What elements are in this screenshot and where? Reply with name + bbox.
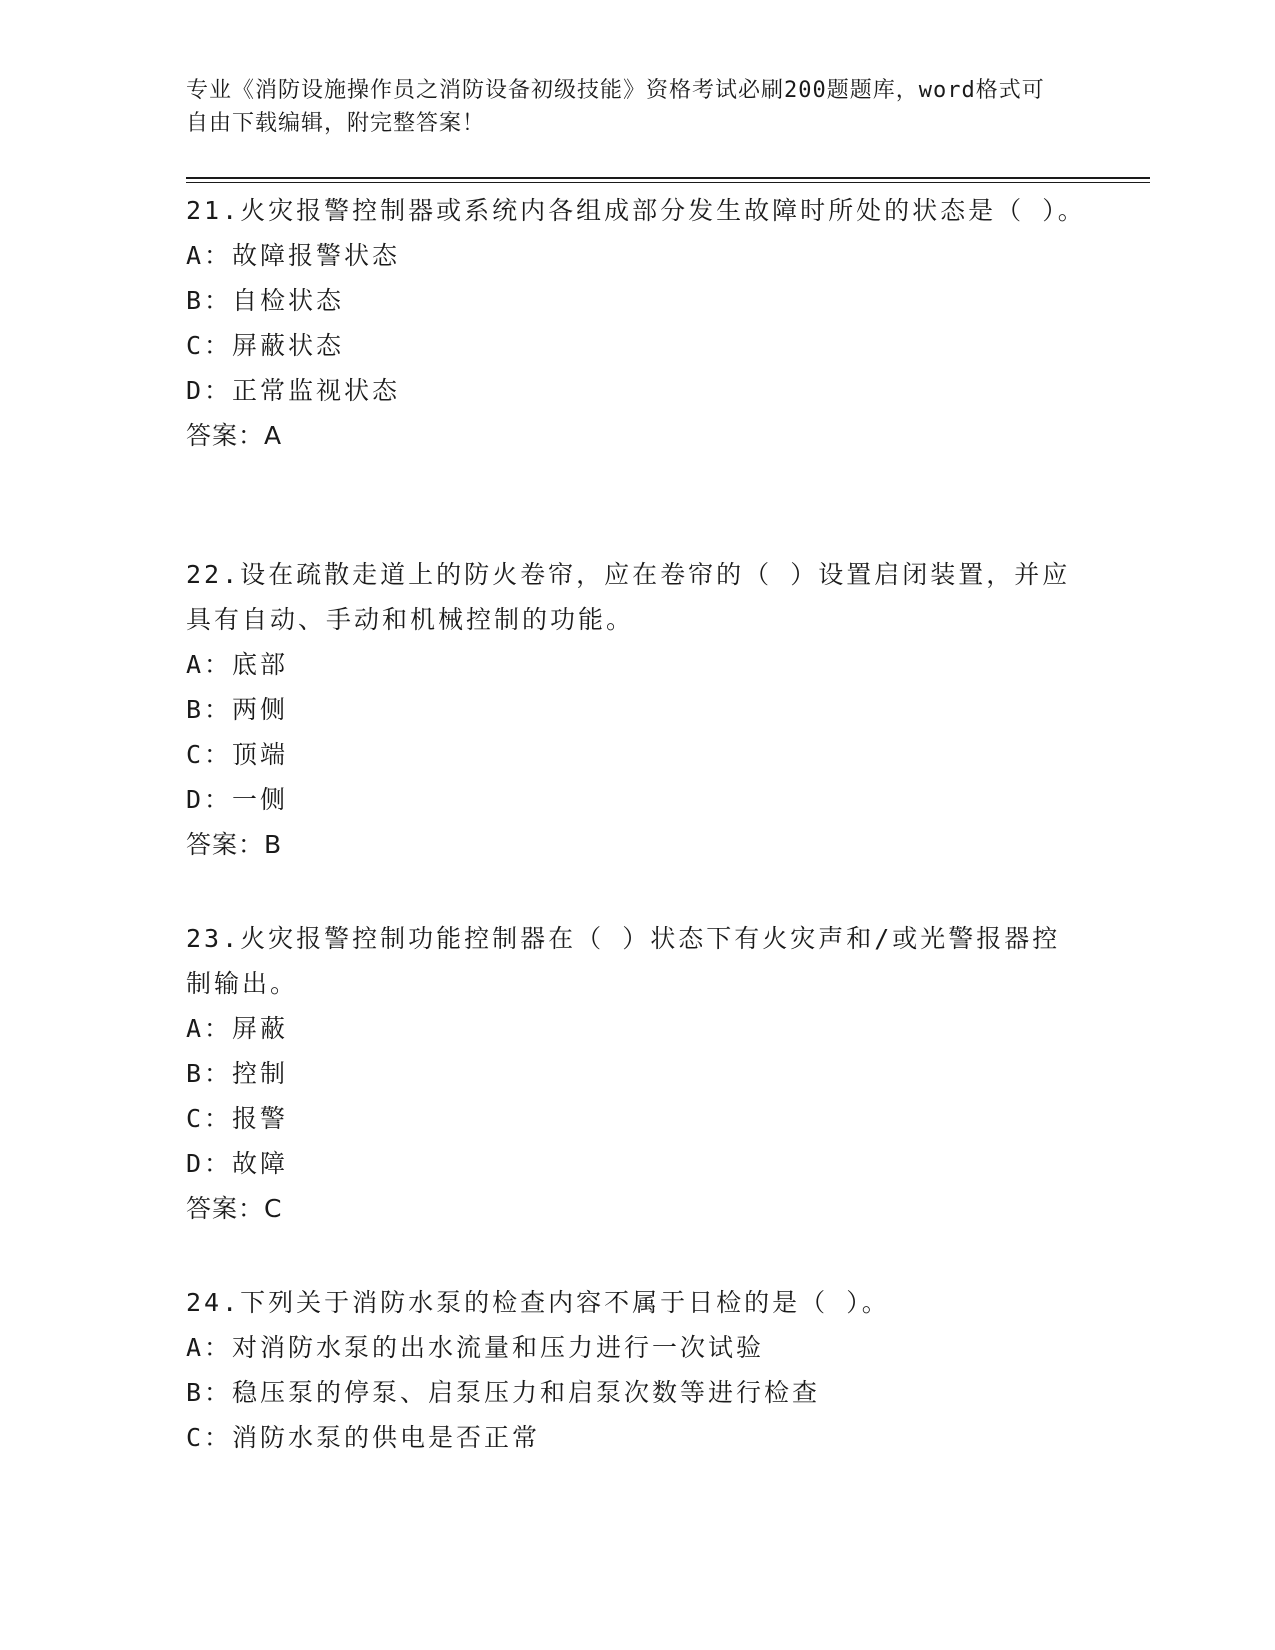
question-24 [186,1280,1086,1460]
answer: 答案：C [186,1194,283,1223]
option-b: B：两侧 [186,695,289,724]
option-a: A：对消防水泵的出水流量和压力进行一次试验 [186,1333,765,1362]
option-b: B：自检状态 [186,286,345,315]
question-stem: 22.设在疏散走道上的防火卷帘，应在卷帘的（ ）设置启闭装置，并应具有自动、手动和机械控制的功能。 [186,560,1071,634]
header-divider-thick [186,177,1150,179]
answer: 答案：B [186,830,283,859]
option-a: A：屏蔽 [186,1014,289,1043]
option-d: D：故障 [186,1149,289,1178]
option-c: C：顶端 [186,740,289,769]
option-c: C：消防水泵的供电是否正常 [186,1423,541,1452]
option-c: C：屏蔽状态 [186,331,345,360]
option-a: A：故障报警状态 [186,241,401,270]
option-a: A：底部 [186,650,289,679]
option-d: D：一侧 [186,785,289,814]
option-c: C：报警 [186,1104,289,1133]
question-stem: 23.火灾报警控制功能控制器在（ ）状态下有火灾声和/或光警报器控制输出。 [186,924,1061,998]
question-21 [186,188,1086,458]
option-b: B：稳压泵的停泵、启泵压力和启泵次数等进行检查 [186,1378,821,1407]
document-header: 专业《消防设施操作员之消防设备初级技能》资格考试必刷200题题库，word格式可自由下载编辑，附完整答案！ [186,78,1045,136]
question-stem: 21.火灾报警控制器或系统内各组成部分发生故障时所处的状态是（ ）。 [186,196,1086,225]
header-divider-thin [186,182,1150,183]
question-22 [186,552,1086,867]
option-d: D：正常监视状态 [186,376,401,405]
option-b: B：控制 [186,1059,289,1088]
answer: 答案：A [186,421,283,450]
question-23 [186,916,1086,1231]
question-stem: 24.下列关于消防水泵的检查内容不属于日检的是（ ）。 [186,1288,890,1317]
